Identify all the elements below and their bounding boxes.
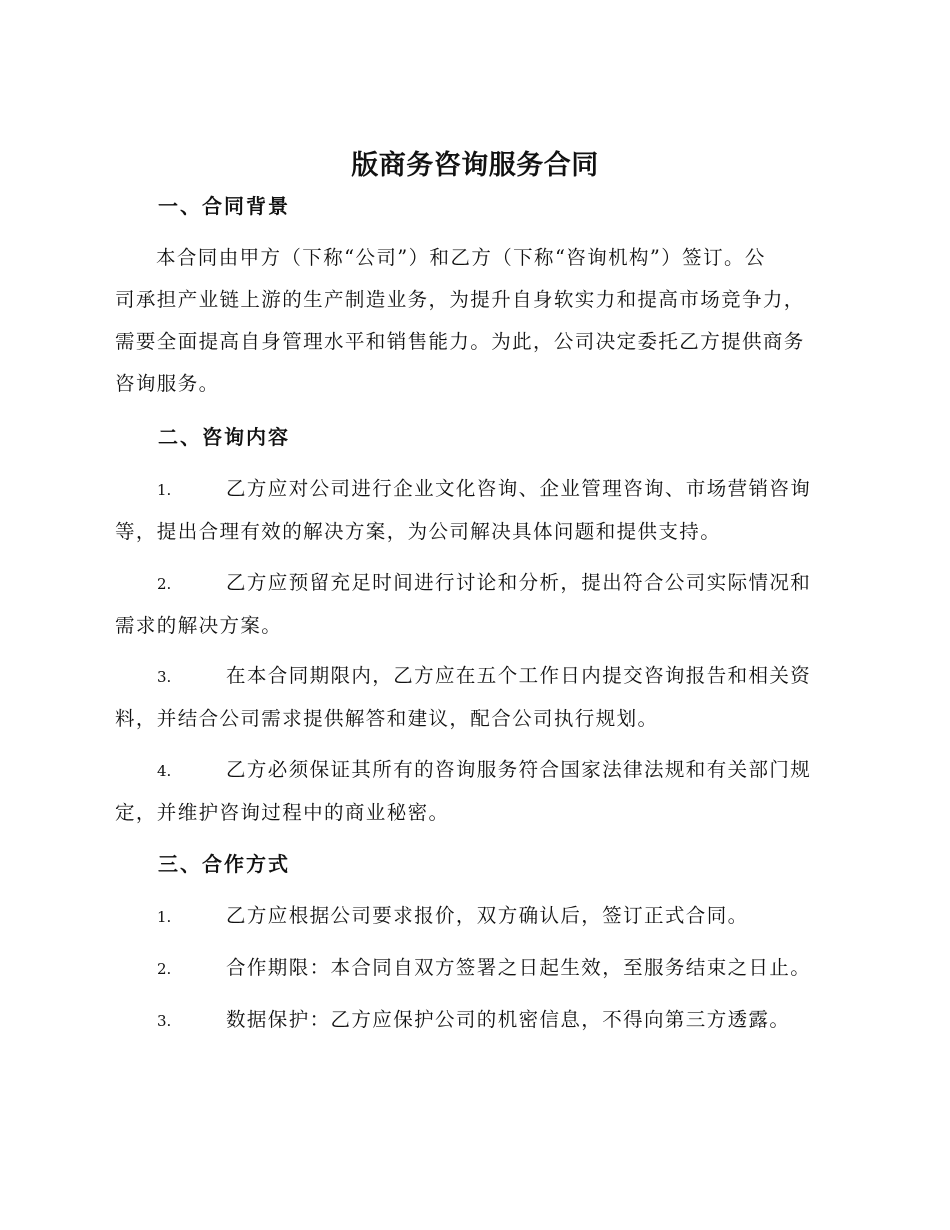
list-item: [115, 895, 831, 938]
list-item-number: 1.: [157, 481, 172, 499]
section-heading-background: 一、合同背景: [158, 194, 290, 218]
list-item-text: 乙方应根据公司要求报价，双方确认后，签订正式合同。: [226, 904, 749, 927]
list-item-number: 3.: [157, 668, 172, 686]
list-item: [115, 468, 831, 553]
list-item-text: 料，并结合公司需求提供解答和建议，配合公司执行规划。: [115, 707, 659, 730]
document-title: 版商务咨询服务合同: [351, 150, 599, 181]
list-item: [115, 655, 831, 740]
list-item-text: 定，并维护咨询过程中的商业秘密。: [115, 801, 450, 824]
list-item-text: 乙方应对公司进行企业文化咨询、企业管理咨询、市场营销咨询: [226, 477, 812, 500]
paragraph-line: 需要全面提高自身管理水平和销售能力。为此，公司决定委托乙方提供商务: [115, 330, 805, 353]
list-item-text: 数据保护：乙方应保护公司的机密信息，不得向第三方透露。: [226, 1008, 791, 1031]
list-item: [115, 947, 831, 990]
list-item-number: 2.: [157, 575, 172, 593]
list-item-text: 需求的解决方案。: [115, 614, 283, 637]
paragraph-line: 咨询服务。: [115, 372, 220, 395]
list-item-text: 合作期限：本合同自双方签署之日起生效，至服务结束之日止。: [226, 956, 812, 979]
list-item-number: 3.: [157, 1012, 172, 1030]
list-item-text: 等，提出合理有效的解决方案，为公司解决具体问题和提供支持。: [115, 520, 722, 543]
background-paragraph: [115, 237, 831, 405]
list-item-text: 乙方必须保证其所有的咨询服务符合国家法律法规和有关部门规: [226, 758, 812, 781]
section-heading-consulting-content: 二、咨询内容: [158, 425, 290, 449]
list-item: [115, 749, 831, 834]
list-item-number: 4.: [157, 762, 172, 780]
list-item-text: 乙方应预留充足时间进行讨论和分析，提出符合公司实际情况和: [226, 571, 812, 594]
section-heading-cooperation-method: 三、合作方式: [158, 852, 290, 876]
list-item-number: 2.: [157, 960, 172, 978]
paragraph-line: 本合同由甲方（下称“公司”）和乙方（下称“咨询机构”）签订。公: [156, 246, 766, 269]
list-item: [115, 999, 831, 1042]
list-item-text: 在本合同期限内，乙方应在五个工作日内提交咨询报告和相关资: [226, 664, 812, 687]
list-item-number: 1.: [157, 908, 172, 926]
list-item: [115, 562, 831, 647]
paragraph-line: 司承担产业链上游的生产制造业务，为提升自身软实力和提高市场竞争力，: [115, 288, 805, 311]
